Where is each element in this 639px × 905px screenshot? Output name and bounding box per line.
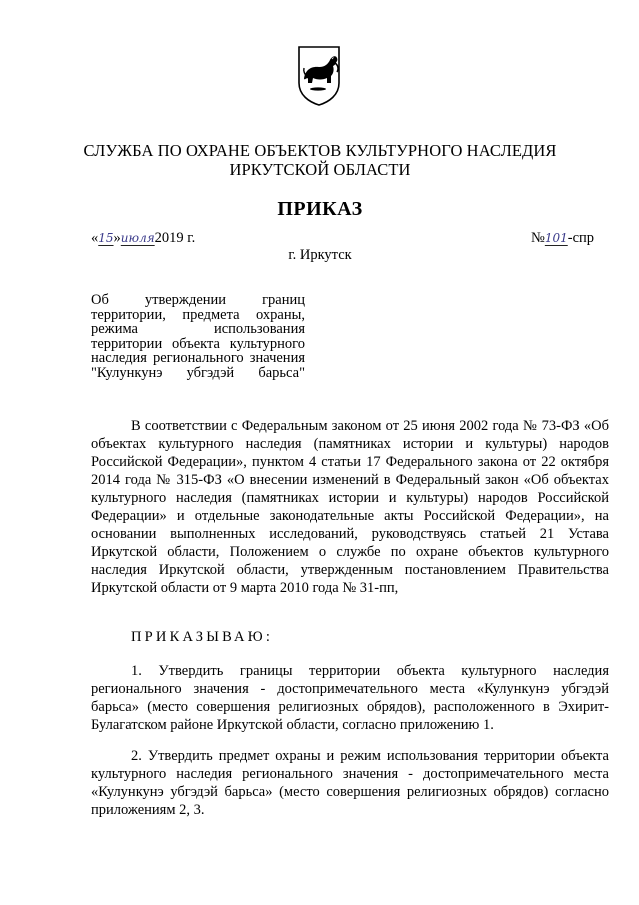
order-heading: ПРИКАЗЫВАЮ:: [131, 629, 274, 645]
date-open-quote: «: [91, 230, 99, 246]
order-item-1: 1. Утвердить границы территории объекта культурного наследия регионального значения - достопримечательного места «Кулункунэ убгэдэй барьса» (место совершения религиозных обрядов), расположенного в Эхирит-Булагатском районе Иркутской области, согласно приложению 1.: [91, 663, 609, 733]
number-suffix: -спр: [567, 230, 595, 246]
date-day-handwritten: 15: [98, 231, 114, 245]
document-number: [531, 229, 594, 247]
date-year: 2019 г.: [154, 230, 196, 246]
document-city: г. Иркутск: [288, 247, 352, 263]
order-item-2: 2. Утвердить предмет охраны и режим использования территории объекта культурного наследия регионального значения - достопримечательного места «Кулункунэ убгэдэй барьса» (место совершения религиозных обрядов) согласно приложениям 2, 3.: [91, 748, 609, 818]
document-subject: Об утверждении границ территории, предмета охраны, режима использования территории объекта культурного наследия регионального значения "Кулункунэ убгэдэй барьса": [91, 292, 305, 381]
document-date: [91, 229, 195, 247]
document-type-title: ПРИКАЗ: [277, 198, 363, 220]
agency-name-line-2: ИРКУТСКОЙ ОБЛАСТИ: [229, 160, 411, 179]
date-month-handwritten: июля: [120, 231, 155, 245]
number-sign: №: [531, 230, 545, 246]
agency-name-line-1: СЛУЖБА ПО ОХРАНЕ ОБЪЕКТОВ КУЛЬТУРНОГО НАСЛЕДИЯ: [83, 141, 557, 160]
irkutsk-coat-of-arms-icon: [296, 45, 342, 107]
date-close-quote: »: [113, 230, 121, 246]
preamble-paragraph: В соответствии с Федеральным законом от 25 июня 2002 года № 73-ФЗ «Об объектах культурного наследия (памятниках истории и культуры) народов Российской Федерации», пунктом 4 статьи 17 Федерального закона от 22 октября 2014 года № 315-ФЗ «О внесении изменений в Федеральный закон «Об объектах культурного наследия (памятниках истории и культуры) народов Российской Федерации» и отдельные законодательные акты Российской Федерации», на основании выполненных исследований, руководствуясь статьей 21 Устава Иркутской области, Положением о службе по охране объектов культурного наследия Иркутской области, утвержденным постановлением Правительства Иркутской области от 9 марта 2010 года № 31-пп,: [91, 418, 609, 596]
number-handwritten: 101: [544, 231, 568, 245]
